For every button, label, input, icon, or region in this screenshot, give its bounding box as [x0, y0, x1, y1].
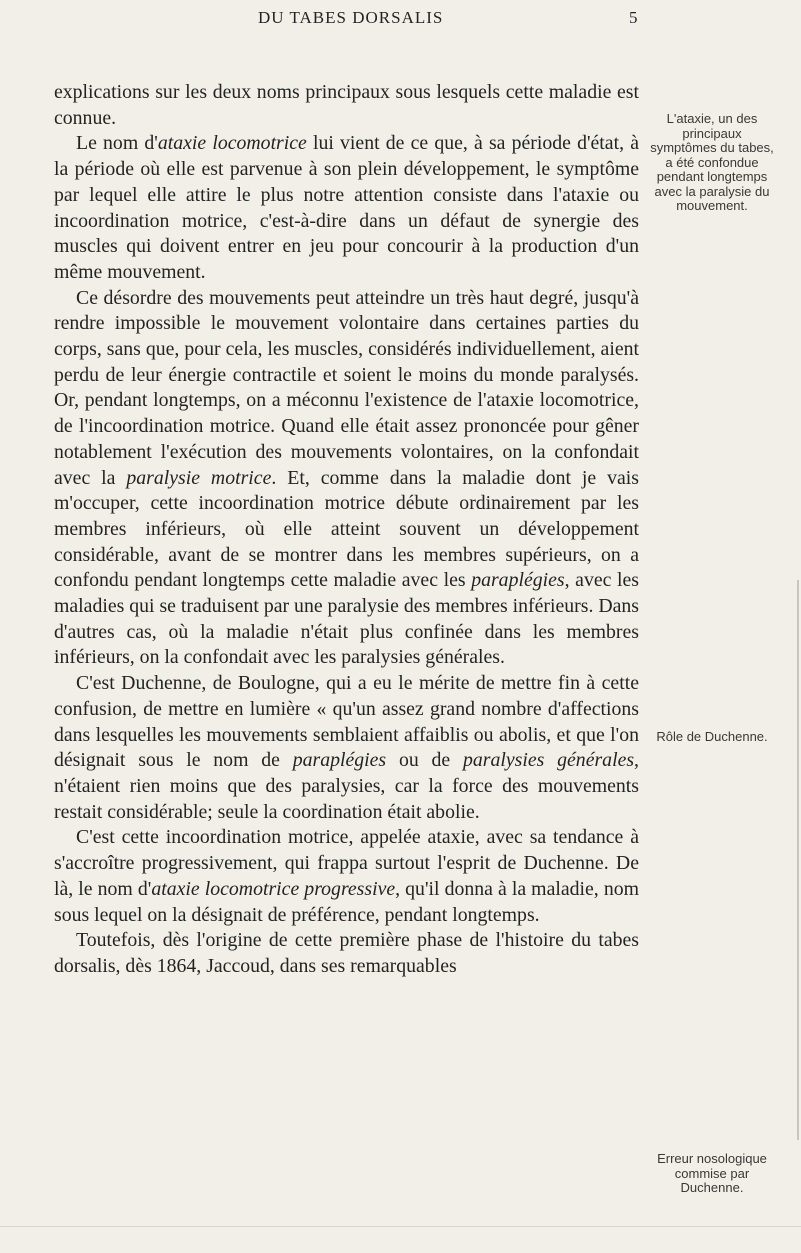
p5-text-b: , qu'il donna à la maladie, nom sous lequel on la désignait de préférence, pendant longtemps.	[54, 877, 639, 926]
p4-text-c: , n'étaient rien moins que des paralysies, car la force des mouvements restait considérable; seule la coordination était abolie.	[54, 749, 639, 823]
p5-text-a: C'est cette incoordination motrice, appelée ataxie, avec sa tendance à s'accroître progressivement, qui frappa surtout l'esprit de Duchenne. De là, le nom d'	[54, 826, 639, 900]
paragraph-3	[54, 286, 639, 672]
p4-text-b: ou de	[386, 749, 464, 772]
p3-text-a: Ce désordre des mouvements peut atteindre un très haut degré, jusqu'à rendre impossible le mouvement volontaire dans certaines parties du corps, sans que, pour cela, les muscles, considérés individuellement, aient perdu de leur énergie contractile et soient le moins du monde paralysés. Or, pendant longtemps, on a méconnu l'existence de l'ataxie locomotrice, de l'incoordination motrice. Quand elle était assez prononcée pour gêner notablement l'exécution des mouvements volontaires, on la confondait avec la	[54, 286, 639, 489]
p4-italic-term-2: paralysies générales	[463, 749, 635, 772]
p3-text-c: , avec les maladies qui se traduisent par une paralysie des membres inférieurs. Dans d'autres cas, où la maladie n'était plus confinée dans les membres inférieurs, on la confondait avec les paralysies générales.	[54, 569, 640, 669]
p2-text-b: lui vient de ce que, à sa période d'état, à la période où elle est parvenue à son plein développement, le symptôme par lequel elle attire le plus notre attention consiste dans l'ataxie ou incoordination motrice, c'est-à-dire dans un défaut de synergie des muscles qui doivent entrer en jeu pour concourir à la production d'un même mouvement.	[54, 132, 639, 283]
p4-italic-term-1: paraplégies	[292, 749, 387, 772]
page-edge-shadow	[797, 580, 799, 1140]
paragraph-6	[54, 928, 639, 979]
running-title: DU TABES DORSALIS	[258, 8, 444, 27]
scan-rule	[0, 1226, 801, 1227]
p3-italic-term-1: paralysie motrice	[126, 466, 272, 489]
p4-text-a: C'est Duchenne, de Boulogne, qui a eu le mérite de mettre fin à cette confusion, de mettre en lumière « qu'un assez grand nombre d'affections dans lesquelles les mouvements semblaient affaiblis ou abolis, et que l'on désignait sous le nom de	[54, 672, 639, 772]
page-number: 5	[629, 8, 638, 27]
body-text	[54, 80, 639, 980]
paragraph-1-text: explications sur les deux noms principaux sous lesquels cette maladie est connue.	[54, 81, 639, 129]
p2-text-a: Le nom d'	[76, 132, 158, 155]
paragraph-5	[54, 825, 639, 928]
p2-italic-term: ataxie locomotrice	[157, 132, 307, 155]
paragraph-2	[54, 131, 639, 285]
running-head	[0, 8, 801, 34]
margin-note-ataxie: L'ataxie, un des principaux symptômes du tabes, a été confondue pendant longtemps avec la paralysie du mouvement.	[650, 111, 774, 213]
p3-italic-term-2: paraplégies	[471, 569, 565, 592]
p5-italic-term: ataxie locomotrice progressive	[151, 877, 396, 900]
margin-note-erreur: Erreur nosologique commise par Duchenne.	[657, 1151, 767, 1195]
paragraph-1	[54, 80, 639, 131]
paragraph-4	[54, 671, 639, 825]
paragraph-6-text: Toutefois, dès l'origine de cette première phase de l'histoire du tabes dorsalis, dès 1864, Jaccoud, dans ses remarquables	[54, 929, 639, 977]
p3-text-b: . Et, comme dans la maladie dont je vais m'occuper, cette incoordination motrice débute ordinairement par les membres inférieurs, où elle atteint souvent un développement considérable, avant de se montrer dans les membres supérieurs, on a confondu pendant longtemps cette maladie avec les	[54, 466, 639, 592]
margin-note-duchenne: Rôle de Duchenne.	[656, 729, 768, 744]
